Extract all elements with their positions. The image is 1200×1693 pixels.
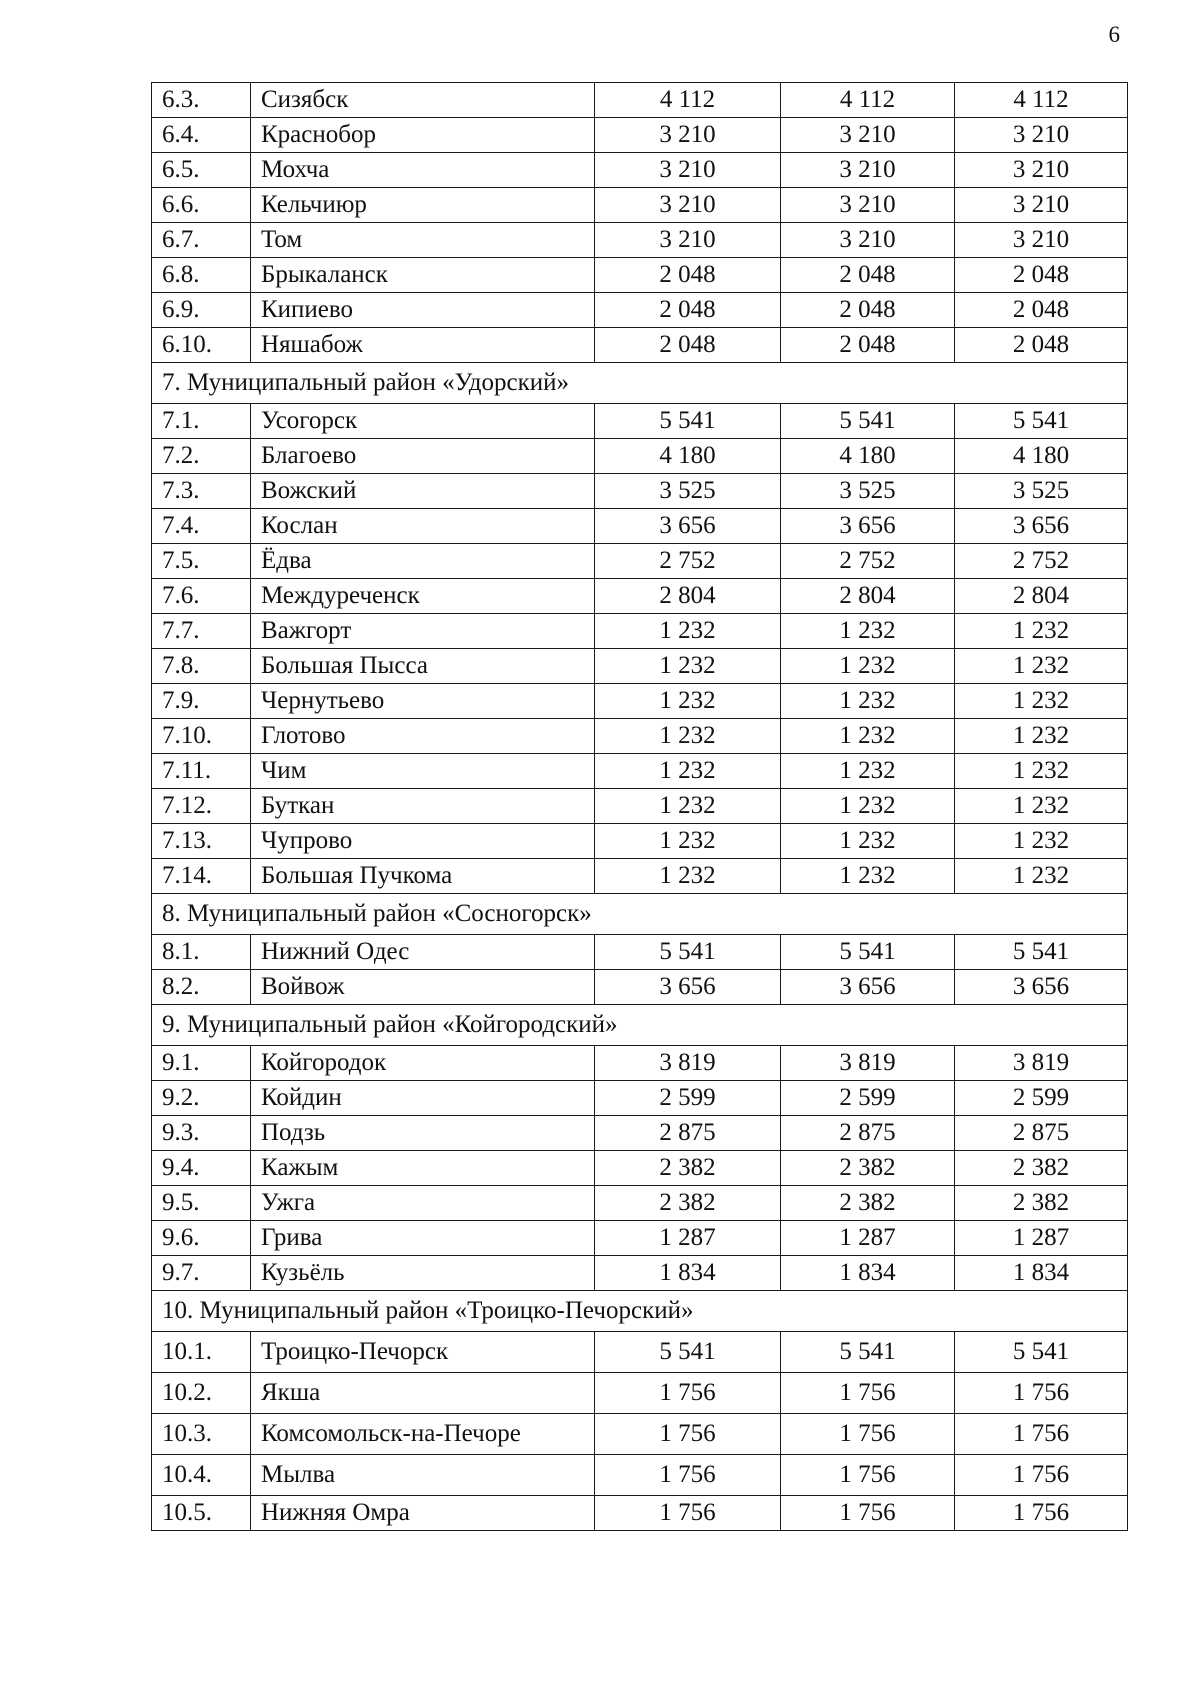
settlement-name: Большая Пысса <box>251 649 595 684</box>
settlement-name: Койгородок <box>251 1046 595 1081</box>
table-row <box>152 118 1128 153</box>
value-col-2: 3 819 <box>781 1046 955 1081</box>
table-row <box>152 83 1128 118</box>
settlement-name: Няшабож <box>251 328 595 363</box>
table-row <box>152 614 1128 649</box>
value-col-2: 2 048 <box>781 258 955 293</box>
value-col-3: 3 210 <box>955 223 1128 258</box>
settlement-name: Сизябск <box>251 83 595 118</box>
value-col-3: 1 232 <box>955 614 1128 649</box>
value-col-3: 4 112 <box>955 83 1128 118</box>
settlement-name: Ёдва <box>251 544 595 579</box>
section-header-row <box>152 363 1128 404</box>
value-col-3: 1 232 <box>955 824 1128 859</box>
settlement-name: Нижняя Омра <box>251 1496 595 1531</box>
row-index: 9.2. <box>152 1081 251 1116</box>
settlement-name: Войвож <box>251 970 595 1005</box>
value-col-1: 4 112 <box>595 83 781 118</box>
row-index: 9.4. <box>152 1151 251 1186</box>
table-row <box>152 439 1128 474</box>
table-row <box>152 258 1128 293</box>
value-col-3: 1 834 <box>955 1256 1128 1291</box>
value-col-1: 5 541 <box>595 404 781 439</box>
table-row <box>152 1046 1128 1081</box>
value-col-2: 1 232 <box>781 754 955 789</box>
value-col-3: 1 232 <box>955 649 1128 684</box>
settlement-name: Благоево <box>251 439 595 474</box>
value-col-2: 2 048 <box>781 328 955 363</box>
table-row <box>152 1081 1128 1116</box>
table-row <box>152 1221 1128 1256</box>
value-col-2: 3 656 <box>781 509 955 544</box>
table-row <box>152 1373 1128 1414</box>
value-col-1: 2 599 <box>595 1081 781 1116</box>
table-row <box>152 754 1128 789</box>
value-col-3: 1 756 <box>955 1496 1128 1531</box>
value-col-2: 4 180 <box>781 439 955 474</box>
row-index: 6.6. <box>152 188 251 223</box>
table-row <box>152 1186 1128 1221</box>
value-col-3: 1 232 <box>955 789 1128 824</box>
value-col-1: 2 752 <box>595 544 781 579</box>
table-row <box>152 474 1128 509</box>
value-col-3: 2 752 <box>955 544 1128 579</box>
value-col-3: 3 656 <box>955 970 1128 1005</box>
page-number: 6 <box>1108 22 1120 47</box>
value-col-3: 4 180 <box>955 439 1128 474</box>
row-index: 7.13. <box>152 824 251 859</box>
value-col-2: 1 232 <box>781 614 955 649</box>
value-col-1: 2 048 <box>595 258 781 293</box>
settlement-name: Кажым <box>251 1151 595 1186</box>
settlement-name: Чим <box>251 754 595 789</box>
value-col-1: 5 541 <box>595 935 781 970</box>
row-index: 7.7. <box>152 614 251 649</box>
row-index: 10.3. <box>152 1414 251 1455</box>
settlement-name: Комсомольск-на-Печоре <box>251 1414 595 1455</box>
table-row <box>152 935 1128 970</box>
settlement-name: Мохча <box>251 153 595 188</box>
table-row <box>152 404 1128 439</box>
settlement-name: Краснобор <box>251 118 595 153</box>
value-col-1: 3 525 <box>595 474 781 509</box>
table-row <box>152 328 1128 363</box>
value-col-1: 1 232 <box>595 719 781 754</box>
value-col-1: 3 210 <box>595 188 781 223</box>
value-col-2: 3 210 <box>781 223 955 258</box>
settlement-name: Нижний Одес <box>251 935 595 970</box>
section-title: 9. Муниципальный район «Койгородский» <box>152 1005 1128 1046</box>
value-col-3: 2 048 <box>955 258 1128 293</box>
value-col-2: 3 525 <box>781 474 955 509</box>
value-col-1: 1 232 <box>595 824 781 859</box>
row-index: 7.4. <box>152 509 251 544</box>
row-index: 9.7. <box>152 1256 251 1291</box>
value-col-3: 1 232 <box>955 719 1128 754</box>
value-col-2: 1 756 <box>781 1373 955 1414</box>
settlement-name: Койдин <box>251 1081 595 1116</box>
row-index: 6.5. <box>152 153 251 188</box>
table-row <box>152 293 1128 328</box>
value-col-2: 1 232 <box>781 859 955 894</box>
row-index: 7.10. <box>152 719 251 754</box>
row-index: 9.1. <box>152 1046 251 1081</box>
value-col-3: 1 756 <box>955 1455 1128 1496</box>
row-index: 7.14. <box>152 859 251 894</box>
row-index: 7.5. <box>152 544 251 579</box>
value-col-2: 1 232 <box>781 789 955 824</box>
row-index: 10.4. <box>152 1455 251 1496</box>
settlement-name: Глотово <box>251 719 595 754</box>
value-col-2: 1 232 <box>781 684 955 719</box>
settlement-name: Кельчиюр <box>251 188 595 223</box>
value-col-3: 2 599 <box>955 1081 1128 1116</box>
table-row <box>152 1256 1128 1291</box>
table-row <box>152 544 1128 579</box>
settlement-name: Ужга <box>251 1186 595 1221</box>
value-col-2: 4 112 <box>781 83 955 118</box>
table-body <box>152 83 1128 1531</box>
section-header-row <box>152 894 1128 935</box>
value-col-2: 1 232 <box>781 719 955 754</box>
settlement-name: Чернутьево <box>251 684 595 719</box>
value-col-2: 2 382 <box>781 1186 955 1221</box>
value-col-2: 1 287 <box>781 1221 955 1256</box>
table-row <box>152 1455 1128 1496</box>
row-index: 6.3. <box>152 83 251 118</box>
table-row <box>152 1116 1128 1151</box>
row-index: 9.5. <box>152 1186 251 1221</box>
value-col-2: 1 232 <box>781 649 955 684</box>
section-title: 8. Муниципальный район «Сосногорск» <box>152 894 1128 935</box>
value-col-2: 3 210 <box>781 118 955 153</box>
table-row <box>152 789 1128 824</box>
value-col-1: 2 382 <box>595 1151 781 1186</box>
section-title: 7. Муниципальный район «Удорский» <box>152 363 1128 404</box>
value-col-3: 2 048 <box>955 328 1128 363</box>
value-col-2: 2 599 <box>781 1081 955 1116</box>
table-row <box>152 188 1128 223</box>
row-index: 6.4. <box>152 118 251 153</box>
value-col-1: 2 382 <box>595 1186 781 1221</box>
value-col-2: 5 541 <box>781 1332 955 1373</box>
value-col-1: 1 232 <box>595 684 781 719</box>
value-col-3: 1 756 <box>955 1414 1128 1455</box>
settlement-name: Грива <box>251 1221 595 1256</box>
value-col-1: 1 756 <box>595 1496 781 1531</box>
value-col-3: 5 541 <box>955 404 1128 439</box>
table-row <box>152 1151 1128 1186</box>
value-col-3: 2 875 <box>955 1116 1128 1151</box>
section-header-row <box>152 1005 1128 1046</box>
value-col-1: 1 232 <box>595 859 781 894</box>
row-index: 7.6. <box>152 579 251 614</box>
value-col-1: 3 656 <box>595 509 781 544</box>
row-index: 6.8. <box>152 258 251 293</box>
value-col-1: 1 232 <box>595 614 781 649</box>
value-col-2: 1 756 <box>781 1414 955 1455</box>
value-col-2: 2 048 <box>781 293 955 328</box>
value-col-3: 3 210 <box>955 118 1128 153</box>
row-index: 7.2. <box>152 439 251 474</box>
settlement-name: Вожский <box>251 474 595 509</box>
value-col-2: 2 804 <box>781 579 955 614</box>
row-index: 8.2. <box>152 970 251 1005</box>
settlement-name: Чупрово <box>251 824 595 859</box>
row-index: 7.8. <box>152 649 251 684</box>
value-col-3: 1 232 <box>955 859 1128 894</box>
value-col-2: 1 756 <box>781 1455 955 1496</box>
settlements-table <box>151 82 1128 1531</box>
value-col-3: 3 210 <box>955 188 1128 223</box>
table-row <box>152 1496 1128 1531</box>
row-index: 9.3. <box>152 1116 251 1151</box>
settlement-name: Мылва <box>251 1455 595 1496</box>
value-col-1: 1 232 <box>595 754 781 789</box>
value-col-3: 2 382 <box>955 1151 1128 1186</box>
row-index: 10.5. <box>152 1496 251 1531</box>
settlement-name: Брыкаланск <box>251 258 595 293</box>
value-col-3: 1 232 <box>955 754 1128 789</box>
settlement-name: Буткан <box>251 789 595 824</box>
settlement-name: Важгорт <box>251 614 595 649</box>
settlement-name: Подзь <box>251 1116 595 1151</box>
row-index: 9.6. <box>152 1221 251 1256</box>
row-index: 6.7. <box>152 223 251 258</box>
value-col-3: 3 656 <box>955 509 1128 544</box>
table-row <box>152 719 1128 754</box>
settlement-name: Кослан <box>251 509 595 544</box>
value-col-1: 1 232 <box>595 789 781 824</box>
value-col-3: 3 819 <box>955 1046 1128 1081</box>
row-index: 6.10. <box>152 328 251 363</box>
value-col-1: 3 819 <box>595 1046 781 1081</box>
settlement-name: Троицко-Печорск <box>251 1332 595 1373</box>
table-row <box>152 579 1128 614</box>
value-col-2: 5 541 <box>781 404 955 439</box>
settlement-name: Том <box>251 223 595 258</box>
table-row <box>152 153 1128 188</box>
settlement-name: Усогорск <box>251 404 595 439</box>
value-col-1: 1 756 <box>595 1373 781 1414</box>
value-col-1: 1 287 <box>595 1221 781 1256</box>
table-row <box>152 649 1128 684</box>
settlement-name: Кипиево <box>251 293 595 328</box>
value-col-1: 3 210 <box>595 153 781 188</box>
settlement-name: Междуреченск <box>251 579 595 614</box>
row-index: 7.9. <box>152 684 251 719</box>
value-col-3: 3 210 <box>955 153 1128 188</box>
value-col-2: 2 382 <box>781 1151 955 1186</box>
value-col-3: 1 756 <box>955 1373 1128 1414</box>
section-title: 10. Муниципальный район «Троицко-Печорский» <box>152 1291 1128 1332</box>
value-col-2: 3 210 <box>781 188 955 223</box>
value-col-1: 1 756 <box>595 1414 781 1455</box>
value-col-3: 2 804 <box>955 579 1128 614</box>
row-index: 7.12. <box>152 789 251 824</box>
value-col-2: 3 656 <box>781 970 955 1005</box>
row-index: 6.9. <box>152 293 251 328</box>
table-row <box>152 859 1128 894</box>
settlement-name: Якша <box>251 1373 595 1414</box>
value-col-1: 5 541 <box>595 1332 781 1373</box>
value-col-1: 1 834 <box>595 1256 781 1291</box>
value-col-3: 5 541 <box>955 1332 1128 1373</box>
value-col-2: 2 875 <box>781 1116 955 1151</box>
row-index: 7.1. <box>152 404 251 439</box>
settlement-name: Кузьёль <box>251 1256 595 1291</box>
row-index: 7.11. <box>152 754 251 789</box>
value-col-1: 2 048 <box>595 293 781 328</box>
row-index: 10.1. <box>152 1332 251 1373</box>
value-col-2: 5 541 <box>781 935 955 970</box>
row-index: 10.2. <box>152 1373 251 1414</box>
section-header-row <box>152 1291 1128 1332</box>
row-index: 7.3. <box>152 474 251 509</box>
value-col-3: 5 541 <box>955 935 1128 970</box>
value-col-1: 2 875 <box>595 1116 781 1151</box>
settlement-name: Большая Пучкома <box>251 859 595 894</box>
value-col-2: 1 834 <box>781 1256 955 1291</box>
table-row <box>152 824 1128 859</box>
value-col-2: 2 752 <box>781 544 955 579</box>
value-col-1: 2 048 <box>595 328 781 363</box>
value-col-1: 2 804 <box>595 579 781 614</box>
value-col-3: 2 048 <box>955 293 1128 328</box>
value-col-1: 1 756 <box>595 1455 781 1496</box>
row-index: 8.1. <box>152 935 251 970</box>
value-col-1: 4 180 <box>595 439 781 474</box>
table-row <box>152 1332 1128 1373</box>
value-col-1: 3 210 <box>595 223 781 258</box>
value-col-2: 3 210 <box>781 153 955 188</box>
value-col-3: 1 287 <box>955 1221 1128 1256</box>
table-row <box>152 970 1128 1005</box>
value-col-3: 2 382 <box>955 1186 1128 1221</box>
table-row <box>152 1414 1128 1455</box>
value-col-1: 1 232 <box>595 649 781 684</box>
table-row <box>152 684 1128 719</box>
value-col-1: 3 210 <box>595 118 781 153</box>
table-row <box>152 223 1128 258</box>
value-col-2: 1 756 <box>781 1496 955 1531</box>
value-col-2: 1 232 <box>781 824 955 859</box>
value-col-3: 1 232 <box>955 684 1128 719</box>
value-col-1: 3 656 <box>595 970 781 1005</box>
table-row <box>152 509 1128 544</box>
value-col-3: 3 525 <box>955 474 1128 509</box>
